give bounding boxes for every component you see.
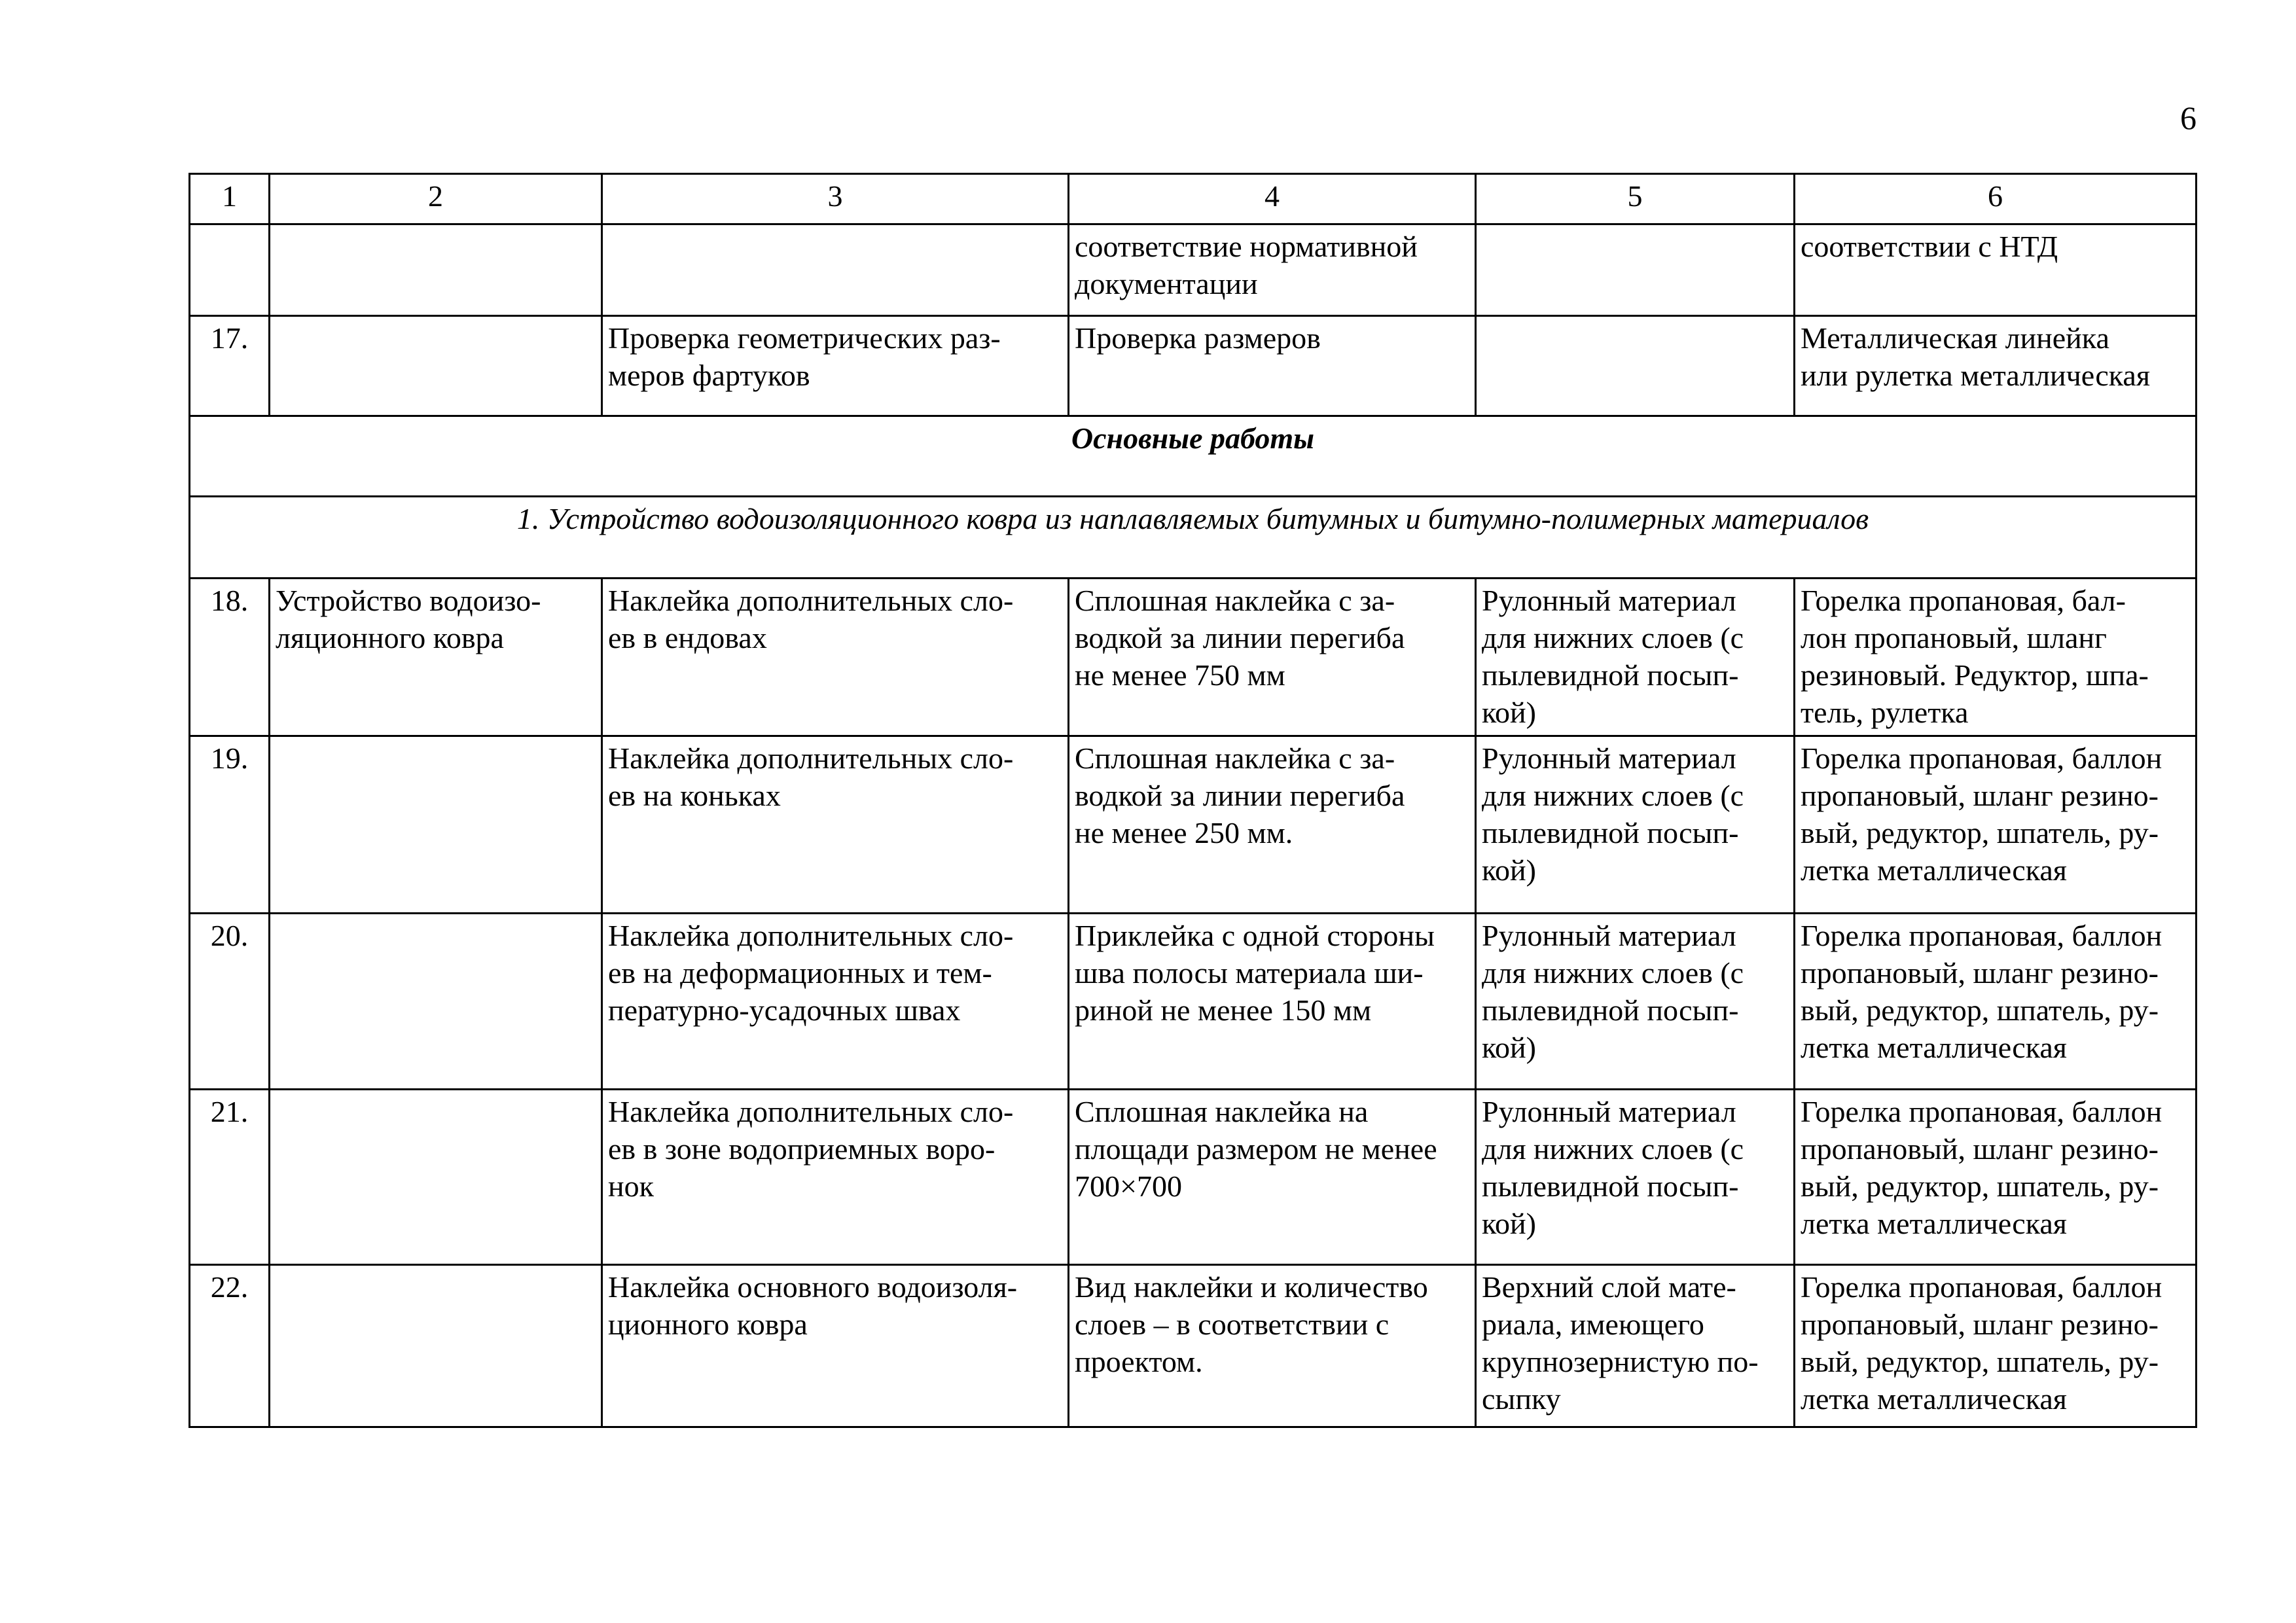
table-row [190,736,2197,914]
cell-work-type: Устройство водоизо- ляционного ковра [270,579,602,736]
table-row [190,914,2197,1090]
column-number-2: 2 [270,174,602,224]
subsection-title: 1. Устройство водоизоляционного ковра из наплавляемых битумных и битумно-полимерных материалов [190,497,2197,579]
cell-requirement: Сплошная наклейка с за- водкой за линии перегиба не менее 250 мм. [1069,736,1476,914]
cell-number: 17. [190,316,270,416]
section-title: Основные работы [190,416,2197,497]
column-number-1: 1 [190,174,270,224]
cell-operation [602,224,1069,316]
cell-tools: Горелка пропановая, баллон пропановый, шланг резино- вый, редуктор, шпатель, ру- летка металлическая [1795,736,2197,914]
cell-tools: Горелка пропановая, баллон пропановый, шланг резино- вый, редуктор, шпатель, ру- летка металлическая [1795,914,2197,1090]
cell-work-type [270,1090,602,1265]
cell-tools: Металлическая линейка или рулетка металлическая [1795,316,2197,416]
table-row [190,316,2197,416]
cell-requirement: Сплошная наклейка на площади размером не менее 700×700 [1069,1090,1476,1265]
column-number-4: 4 [1069,174,1476,224]
cell-operation: Проверка геометрических раз- меров фартуков [602,316,1069,416]
cell-operation: Наклейка дополнительных сло- ев в ендовах [602,579,1069,736]
cell-number: 21. [190,1090,270,1265]
cell-number: 18. [190,579,270,736]
cell-operation: Наклейка дополнительных сло- ев в зоне водоприемных воро- нок [602,1090,1069,1265]
subsection-header-row [190,497,2197,579]
cell-number: 20. [190,914,270,1090]
cell-requirement: Вид наклейки и количество слоев – в соответствии с проектом. [1069,1265,1476,1427]
cell-material [1476,316,1795,416]
inspection-table [188,173,2197,1428]
cell-tools: соответствии с НТД [1795,224,2197,316]
column-number-5: 5 [1476,174,1795,224]
cell-tools: Горелка пропановая, бал- лон пропановый, шланг резиновый. Редуктор, шпа- тель, рулетка [1795,579,2197,736]
cell-tools: Горелка пропановая, баллон пропановый, шланг резино- вый, редуктор, шпатель, ру- летка металлическая [1795,1265,2197,1427]
table-row [190,1265,2197,1427]
cell-tools: Горелка пропановая, баллон пропановый, шланг резино- вый, редуктор, шпатель, ру- летка металлическая [1795,1090,2197,1265]
cell-number [190,224,270,316]
cell-requirement: Приклейка с одной стороны шва полосы материала ши- риной не менее 150 мм [1069,914,1476,1090]
cell-work-type [270,914,602,1090]
column-number-6: 6 [1795,174,2197,224]
cell-operation: Наклейка дополнительных сло- ев на коньках [602,736,1069,914]
cell-work-type [270,1265,602,1427]
cell-requirement: Сплошная наклейка с за- водкой за линии перегиба не менее 750 мм [1069,579,1476,736]
cell-operation: Наклейка основного водоизоля- ционного ковра [602,1265,1069,1427]
cell-number: 22. [190,1265,270,1427]
table-row [190,579,2197,736]
cell-material: Верхний слой мате- риала, имеющего крупнозернистую по- сыпку [1476,1265,1795,1427]
cell-number: 19. [190,736,270,914]
cell-material: Рулонный материал для нижних слоев (с пылевидной посып- кой) [1476,914,1795,1090]
cell-requirement: Проверка размеров [1069,316,1476,416]
column-number-3: 3 [602,174,1069,224]
continuation-row [190,224,2197,316]
cell-material: Рулонный материал для нижних слоев (с пылевидной посып- кой) [1476,736,1795,914]
table-row [190,1090,2197,1265]
cell-material: Рулонный материал для нижних слоев (с пылевидной посып- кой) [1476,1090,1795,1265]
cell-work-type [270,736,602,914]
column-number-row [190,174,2197,224]
cell-requirement: соответствие нормативной документации [1069,224,1476,316]
cell-work-type [270,316,602,416]
page-number: 6 [2180,99,2197,136]
cell-material: Рулонный материал для нижних слоев (с пылевидной посып- кой) [1476,579,1795,736]
section-header-row [190,416,2197,497]
cell-material [1476,224,1795,316]
cell-operation: Наклейка дополнительных сло- ев на деформационных и тем- пературно-усадочных швах [602,914,1069,1090]
cell-work-type [270,224,602,316]
